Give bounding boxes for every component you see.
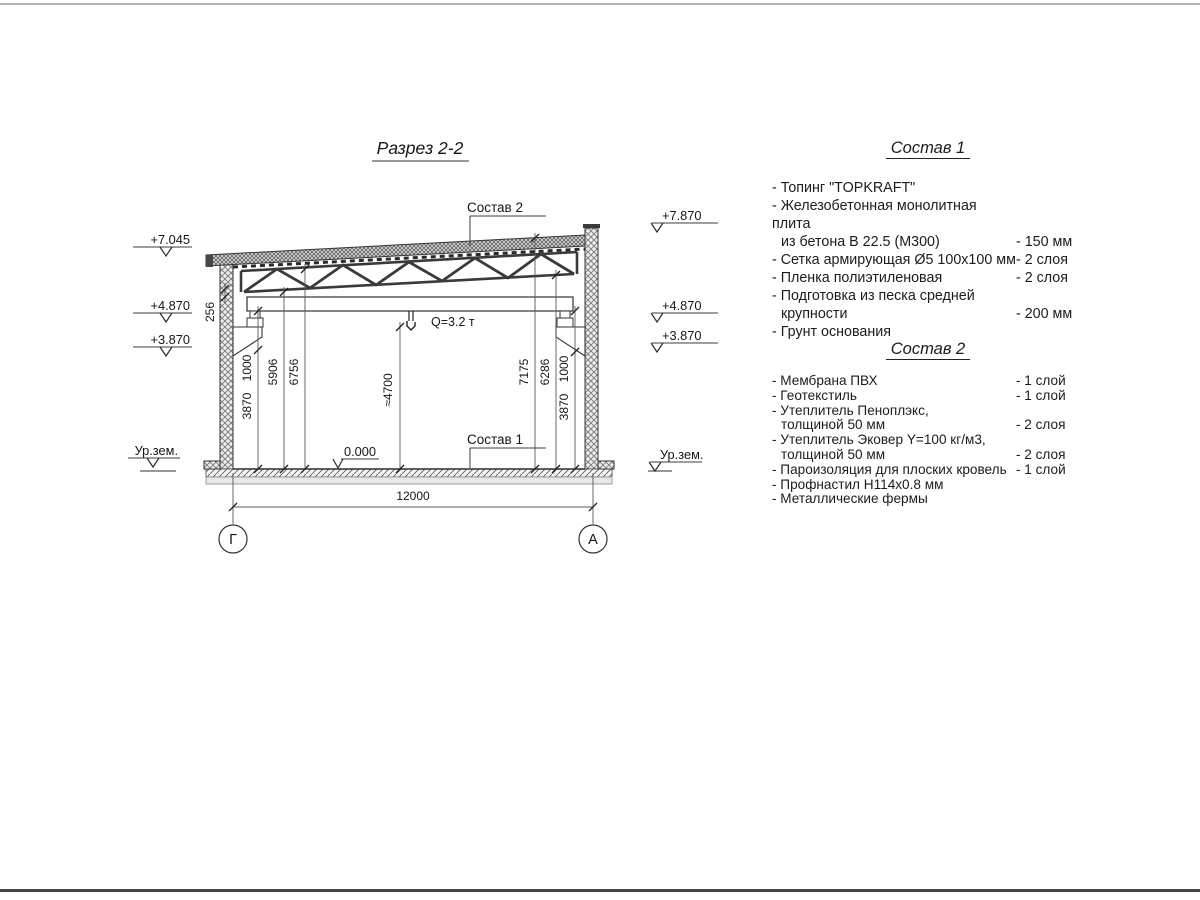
dim-256: 256 bbox=[203, 301, 217, 323]
right-corbel bbox=[556, 327, 585, 356]
span-label: 12000 bbox=[396, 489, 430, 503]
spec-item-text: - Утеплитель Пеноплэкс, bbox=[772, 402, 929, 418]
composition1-ref-label: Состав 1 bbox=[467, 432, 523, 447]
spec-item-text: из бетона В 22.5 (М300) bbox=[781, 234, 940, 250]
spec-item bbox=[772, 374, 1084, 389]
axis-right-label: А bbox=[588, 532, 598, 548]
crane-beam-assembly bbox=[233, 297, 585, 356]
right-footing bbox=[598, 461, 614, 469]
elevation-marks-right bbox=[649, 208, 718, 471]
truss-bottom-chord bbox=[244, 274, 574, 292]
composition2-ref-label: Состав 2 bbox=[467, 200, 523, 215]
composition2-title: Состав 2 bbox=[772, 340, 1084, 359]
axis-left-label: Г bbox=[229, 532, 237, 548]
spec-item-text: - Утеплитель Эковер Y=100 кг/м3, bbox=[772, 432, 986, 448]
floor-level-mark bbox=[333, 444, 379, 468]
crane-beam bbox=[247, 297, 573, 311]
floor-level-label: 0.000 bbox=[343, 444, 377, 459]
spec-item-qty: - 150 мм bbox=[1016, 234, 1073, 250]
spec-item bbox=[772, 323, 1084, 341]
spec-item-qty: - 2 слоя bbox=[1016, 446, 1066, 462]
dim-4700: ≈4700 bbox=[381, 373, 395, 407]
composition1-spec bbox=[772, 139, 1084, 341]
elev-4870-right: +4.870 bbox=[662, 298, 702, 313]
parapet-cap bbox=[583, 224, 600, 228]
spec-item-text: толщиной 50 мм bbox=[781, 417, 886, 433]
left-bearing-plate bbox=[247, 318, 263, 327]
spec-item-text: - Топинг "TOPKRAFT" bbox=[772, 180, 916, 196]
dim-3870-left: 3870 bbox=[240, 392, 254, 420]
crane-capacity-label: Q=3.2 т bbox=[431, 315, 475, 329]
dim-6756: 6756 bbox=[287, 358, 301, 386]
section-title-text: Разрез 2-2 bbox=[376, 138, 464, 158]
spec-item-text: - Пароизоляция для плоских кровель bbox=[772, 461, 1007, 477]
dim-5906: 5906 bbox=[266, 358, 280, 386]
roof-edge-cap bbox=[206, 255, 213, 267]
spec-item-qty: - 1 слой bbox=[1016, 373, 1066, 388]
elev-3870-left: +3.870 bbox=[150, 332, 190, 347]
spec-item-text: толщиной 50 мм bbox=[781, 446, 886, 462]
spec-item-text: - Сетка армирующая Ø5 100х100 мм bbox=[772, 252, 1016, 268]
spec-item-qty: - 2 слоя bbox=[1016, 252, 1069, 268]
spec-item bbox=[772, 251, 1084, 269]
spec-item bbox=[772, 463, 1084, 478]
spec-item bbox=[772, 389, 1084, 404]
composition2-spec bbox=[772, 340, 1084, 507]
spec-item bbox=[772, 478, 1084, 493]
left-wall bbox=[220, 262, 233, 469]
spec-item-text: - Подготовка из песка средней bbox=[772, 288, 975, 304]
spec-item bbox=[772, 433, 1084, 463]
dim-3870-right: 3870 bbox=[557, 393, 571, 421]
spec-item bbox=[772, 287, 1084, 323]
spec-item-qty: - 1 слой bbox=[1016, 461, 1066, 477]
elevation-marks-left bbox=[128, 232, 192, 467]
spec-item-text: - Профнастил Н114х0.8 мм bbox=[772, 476, 944, 492]
spec-item-qty: - 2 слоя bbox=[1016, 270, 1069, 286]
elev-7045: +7.045 bbox=[150, 232, 190, 247]
right-wall bbox=[585, 228, 598, 469]
spec-item-qty: - 200 мм bbox=[1016, 306, 1073, 322]
spec-item-qty: - 2 слоя bbox=[1016, 417, 1066, 433]
spec-item bbox=[772, 492, 1084, 507]
spec-item-text: - Пленка полиэтиленовая bbox=[772, 270, 943, 286]
composition1-title: Состав 1 bbox=[772, 139, 1084, 158]
dim-6286: 6286 bbox=[538, 358, 552, 386]
right-bearing-pad bbox=[560, 311, 570, 318]
drawing-title bbox=[372, 138, 469, 161]
crane-hook-icon bbox=[407, 311, 415, 330]
spec-item bbox=[772, 197, 1084, 251]
spec-item-text: - Грунт основания bbox=[772, 324, 891, 340]
spec-item-text: - Мембрана ПВХ bbox=[772, 373, 878, 388]
ground-label-right: Ур.зем. bbox=[660, 447, 704, 462]
spec-item-qty: - 1 слой bbox=[1016, 387, 1066, 403]
spec-item-text: - Металлические фермы bbox=[772, 491, 928, 507]
elev-7870: +7.870 bbox=[662, 208, 702, 223]
floor-slab bbox=[206, 469, 612, 477]
spec-item bbox=[772, 179, 1084, 197]
span-dimension bbox=[219, 473, 607, 553]
dim-1000-left: 1000 bbox=[240, 354, 254, 382]
dim-7175: 7175 bbox=[517, 358, 531, 386]
spec-item-text: крупности bbox=[781, 306, 848, 322]
spec-item bbox=[772, 404, 1084, 434]
spec-item bbox=[772, 269, 1084, 287]
left-footing bbox=[204, 461, 220, 469]
elev-4870-left: +4.870 bbox=[150, 298, 190, 313]
ground-label-left: Ур.зем. bbox=[134, 443, 178, 458]
dim-1000-right: 1000 bbox=[557, 355, 571, 383]
right-bearing-plate bbox=[557, 318, 573, 327]
spec-item-text: - Железобетонная монолитная плита bbox=[772, 198, 977, 232]
spec-item-text: - Геотекстиль bbox=[772, 387, 857, 403]
elev-3870-right: +3.870 bbox=[662, 328, 702, 343]
floor-base bbox=[206, 477, 612, 484]
